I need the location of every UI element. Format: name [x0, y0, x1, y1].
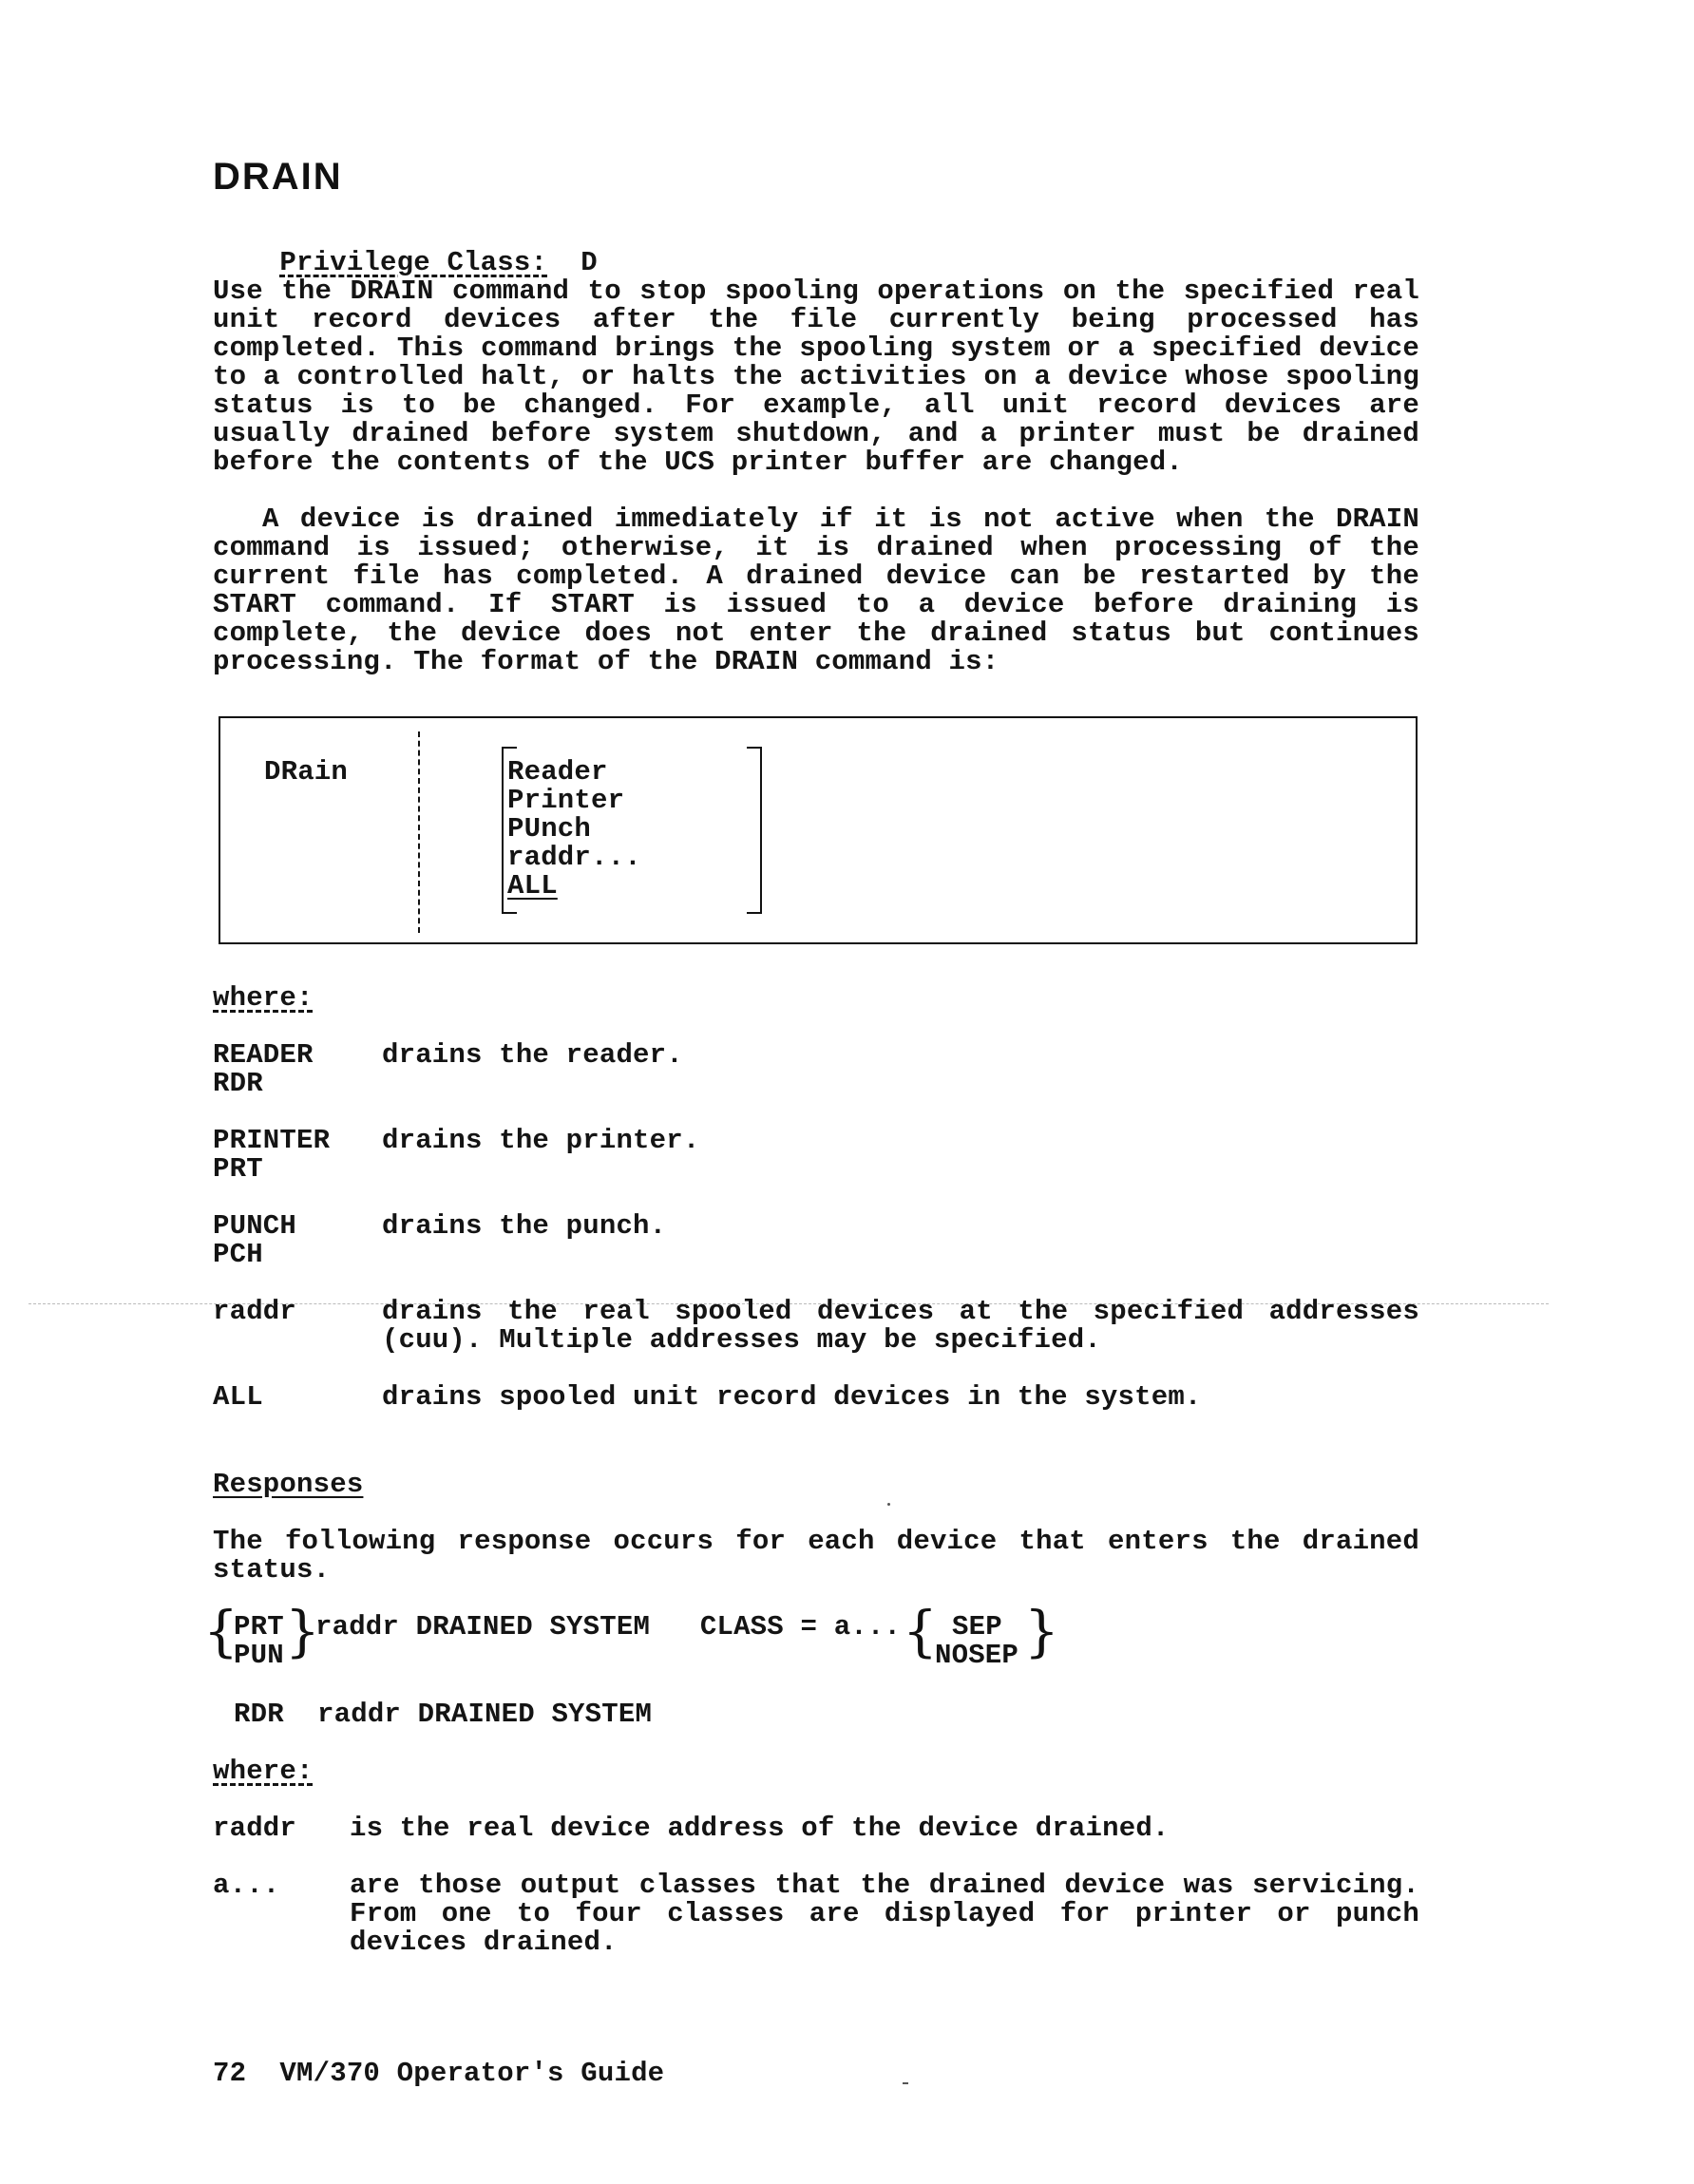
format-option-reader: Reader	[507, 756, 608, 788]
left-brace-open: {	[203, 1599, 238, 1663]
rdr-response: RDR raddr DRAINED SYSTEM	[234, 1699, 653, 1730]
operand-punch-name: PUNCH	[213, 1210, 297, 1242]
response-option-prt: PRT	[234, 1611, 284, 1643]
intro-paragraph: Use the DRAIN command to stop spooling operations on the specified real unit record devices after the file currently being processed has completed. This command brings the spooling system or a specified device to a controlled halt, or halts the activities on a device whose spooling status is to be changed. For example, all unit record devices are usually drained before system shutdown, and a printer must be drained before the contents of the UCS printer buffer are changed.	[213, 275, 1419, 478]
response-option-sep: SEP	[952, 1611, 1002, 1643]
format-command: DRain	[264, 756, 349, 788]
scan-speck-2	[903, 2082, 908, 2084]
response-option-nosep: NOSEP	[935, 1640, 1019, 1671]
response-term-a-desc: are those output classes that the drained device was servicing. From one to four classes are displayed for printer or punch devices drained.	[350, 1870, 1419, 1958]
operand-reader-desc: drains the reader.	[382, 1039, 683, 1071]
response-option-pun: PUN	[234, 1640, 284, 1671]
responses-intro: The following response occurs for each device that enters the drained status.	[213, 1526, 1419, 1586]
operand-printer-name: PRINTER	[213, 1125, 331, 1156]
privilege-value: D	[581, 247, 598, 278]
where-label-2: where:	[213, 1756, 314, 1787]
response-term-a: a...	[213, 1870, 280, 1901]
format-option-printer: Printer	[507, 785, 625, 816]
page-footer: 72 VM/370 Operator's Guide	[213, 2058, 665, 2089]
operand-reader-name: READER	[213, 1039, 314, 1071]
privilege-label: Privilege Class:	[279, 247, 548, 278]
response-term-raddr: raddr	[213, 1813, 297, 1844]
format-divider	[418, 731, 420, 933]
options-bracket-right	[747, 747, 762, 914]
right-brace-open: {	[903, 1599, 938, 1663]
operand-raddr-desc: drains the real spooled devices at the specified addresses (cuu). Multiple addresses may be specified.	[382, 1296, 1419, 1356]
operand-punch-abbrev: PCH	[213, 1239, 263, 1270]
responses-heading: Responses	[213, 1469, 364, 1500]
operand-printer-desc: drains the printer.	[382, 1125, 700, 1156]
left-brace-close: }	[285, 1599, 320, 1663]
command-format-box	[219, 716, 1418, 944]
format-option-punch: PUnch	[507, 813, 592, 845]
response-format-middle: raddr DRAINED SYSTEM CLASS = a...	[315, 1611, 902, 1643]
where-label: where:	[213, 982, 314, 1014]
operand-all-name: ALL	[213, 1381, 263, 1413]
format-option-raddr: raddr...	[507, 842, 641, 873]
operand-printer-abbrev: PRT	[213, 1153, 263, 1185]
scan-speck	[887, 1503, 890, 1506]
response-term-raddr-desc: is the real device address of the device drained.	[350, 1813, 1170, 1844]
second-paragraph: A device is drained immediately if it is not active when the DRAIN command is issued; otherwise, it is drained when processing of the current file has completed. A drained device can be restarted by the START command. If START is issued to a device before draining is complete, the device does not enter the drained status but continues processing. The format of the DRAIN command is:	[213, 503, 1419, 677]
page-title: DRAIN	[213, 156, 343, 198]
format-option-all: ALL	[507, 870, 558, 902]
right-brace-close: }	[1024, 1599, 1059, 1663]
operand-all-desc: drains spooled unit record devices in the system.	[382, 1381, 1202, 1413]
operand-raddr-name: raddr	[213, 1296, 297, 1327]
operand-reader-abbrev: RDR	[213, 1068, 263, 1099]
operand-punch-desc: drains the punch.	[382, 1210, 667, 1242]
